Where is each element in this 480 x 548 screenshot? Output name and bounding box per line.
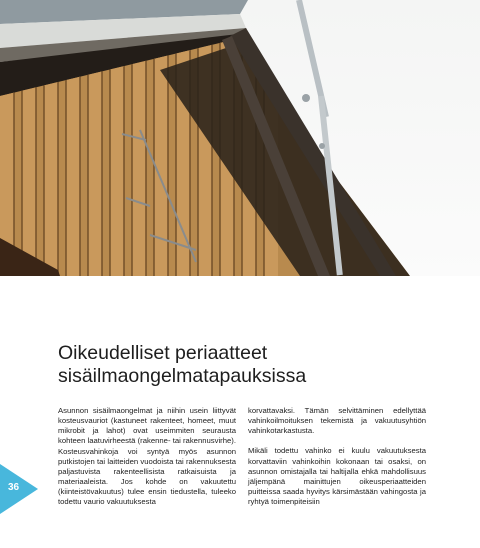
text-column-left <box>58 406 236 518</box>
page-title <box>58 342 418 388</box>
text-column-right <box>248 406 426 517</box>
page-number: 36 <box>8 482 20 493</box>
body-paragraph: Asunnon sisäilmaongelmat ja niihin usein liittyvät kosteusvauriot (kastuneet rakenteet, homeet, muut mikrobit ja lahot) ovat useimmiten seurausta kohteen laatuvirheestä (rakenne- tai rakennusvirhe). Kosteusvahinkoja voi syntyä myös asunnon putkistojen tai laitteiden vuodoista tai rakennuksesta paljastuvista rakenteellisista ratkaisuista ja materiaaleista. Jos kohde on vakuutettu (kiinteistövakuutus) tulee ensin tiedustella, tuleeko todettu vaurio vakuutuksesta <box>58 406 236 507</box>
body-paragraph: Mikäli todettu vahinko ei kuulu vakuutuksesta korvattaviin vahinkoihin kokonaan tai osaksi, on asunnon omistajalla tai haltijalla ehkä mahdollisuus jäljempänä mainittujen oikeusperiaatteiden puitteissa saada hyvitys kärsimästään vahingosta ja ryhtyä toimenpiteisiin <box>248 446 426 507</box>
title-line-1: Oikeudelliset periaatteet <box>58 342 268 364</box>
body-paragraph: korvattavaksi. Tämän selvittäminen edellyttää vahinkoilmoituksen tekemistä ja vakuutusyhtiön vahinkotarkastusta. <box>248 406 426 436</box>
title-line-2: sisäilmaongelmatapauksissa <box>58 365 307 387</box>
page-number-tab <box>0 464 40 514</box>
